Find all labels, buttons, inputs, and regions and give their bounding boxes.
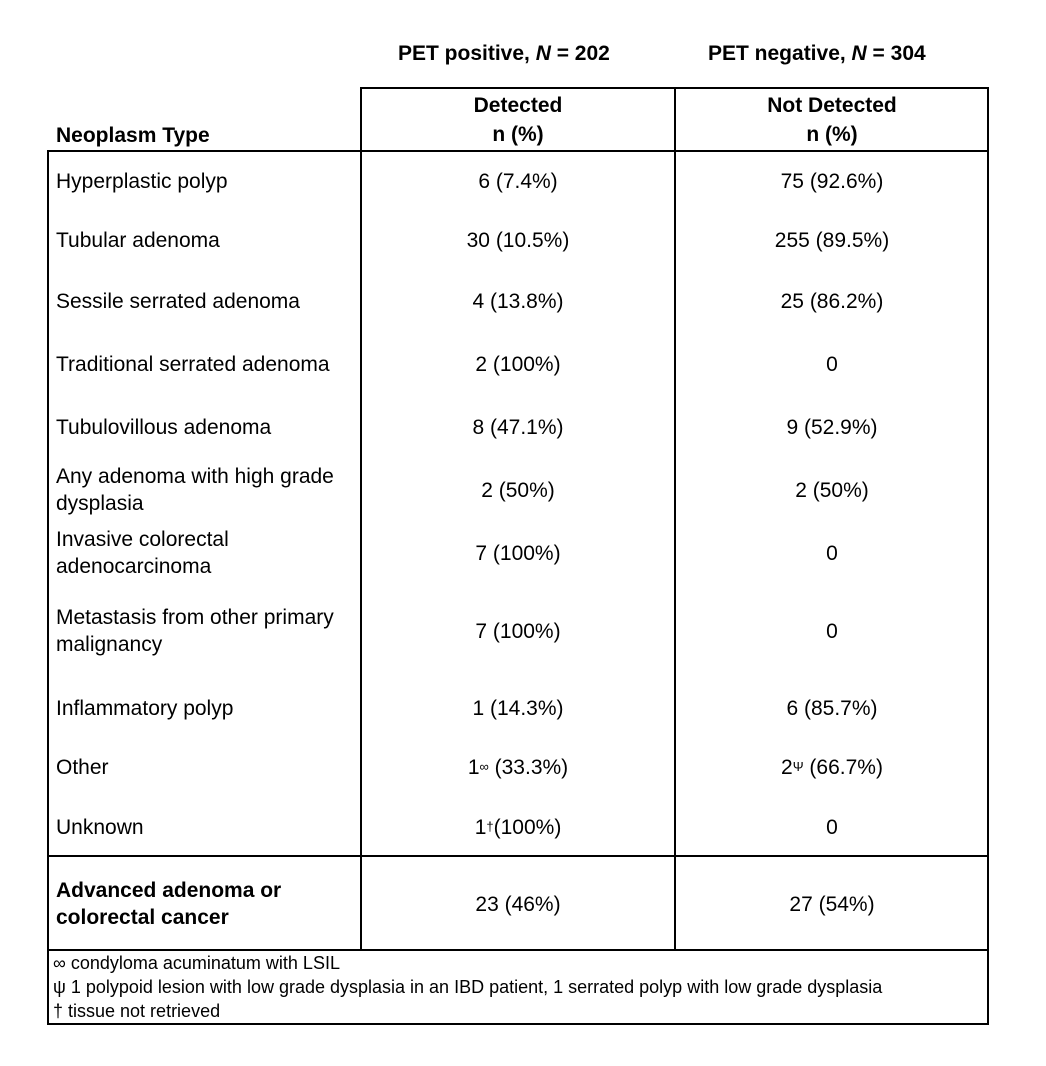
row-label: Inflammatory polyp <box>56 696 234 720</box>
column-header-not-detected-line1: Not Detected <box>767 94 897 117</box>
row-detected: 2 (100%) <box>475 352 561 376</box>
column-header-neoplasm-type: Neoplasm Type <box>56 124 210 147</box>
group-header-pet-negative: PET negative, N = 304 <box>708 42 926 65</box>
row-not-detected: 0 <box>826 815 838 839</box>
column-header-detected-line2: n (%) <box>492 123 544 146</box>
row-label: Invasive colorectal adenocarcinoma <box>56 528 229 578</box>
row-not-detected: 75 (92.6%) <box>780 169 884 193</box>
row-detected-count: 1 <box>467 755 480 779</box>
summary-not-detected: 27 (54%) <box>789 892 875 916</box>
row-detected: 7 (100%) <box>475 619 561 643</box>
row-label: Hyperplastic polyp <box>56 169 228 193</box>
row-not-detected: 2 (50%) <box>795 478 869 502</box>
row-detected-percent: (33.3%) <box>488 755 569 779</box>
row-not-detected: 0 <box>826 541 838 565</box>
rule-table-bottom <box>47 1023 989 1025</box>
row-label: Any adenoma with high grade dysplasia <box>56 465 334 515</box>
column-header-detected-line1: Detected <box>473 94 563 117</box>
column-header-detected <box>362 91 674 149</box>
column-header-not-detected <box>676 91 988 149</box>
row-not-detected: 9 (52.9%) <box>786 415 878 439</box>
row-detected: 8 (47.1%) <box>472 415 564 439</box>
row-not-detected-percent: (66.7%) <box>803 755 883 779</box>
row-detected-count: 1 <box>474 815 487 839</box>
summary-label: Advanced adenoma or colorectal cancer <box>56 879 282 929</box>
row-label: Other <box>56 755 109 779</box>
row-detected: 6 (7.4%) <box>478 169 558 193</box>
row-detected: 1 ∞ (33.3%) <box>467 755 569 779</box>
row-detected: 1 † (100%) <box>474 815 562 839</box>
row-detected: 2 (50%) <box>481 478 555 502</box>
row-detected-percent: (100%) <box>493 815 562 839</box>
row-detected: 30 (10.5%) <box>466 228 570 252</box>
footnote-infinity: ∞ condyloma acuminatum with LSIL <box>53 953 340 973</box>
row-not-detected: 6 (85.7%) <box>786 696 878 720</box>
row-detected: 4 (13.8%) <box>472 289 564 313</box>
row-not-detected: 2 Ψ (66.7%) <box>781 755 883 779</box>
rule-header-bottom <box>47 150 989 152</box>
row-not-detected: 0 <box>826 352 838 376</box>
summary-detected: 23 (46%) <box>475 892 561 916</box>
row-label: Traditional serrated adenoma <box>56 352 330 376</box>
row-not-detected: 0 <box>826 619 838 643</box>
row-label: Tubulovillous adenoma <box>56 415 272 439</box>
row-label: Sessile serrated adenoma <box>56 289 300 313</box>
rule-left <box>47 150 49 1025</box>
rule-summary-top <box>47 855 989 857</box>
row-detected: 7 (100%) <box>475 541 561 565</box>
column-header-not-detected-line2: n (%) <box>806 123 858 146</box>
row-detected: 1 (14.3%) <box>472 696 564 720</box>
row-not-detected: 25 (86.2%) <box>780 289 884 313</box>
footnote-psi: ψ 1 polypoid lesion with low grade dysplasia in an IBD patient, 1 serrated polyp with low grade dysplasia <box>53 977 883 997</box>
row-label: Tubular adenoma <box>56 228 220 252</box>
row-label: Unknown <box>56 815 144 839</box>
footnote-dagger: † tissue not retrieved <box>53 1001 221 1021</box>
row-label: Metastasis from other primary malignancy <box>56 606 334 656</box>
row-not-detected-count: 2 <box>781 755 793 779</box>
group-header-pet-positive: PET positive, N = 202 <box>398 42 610 65</box>
row-not-detected: 255 (89.5%) <box>774 228 890 252</box>
